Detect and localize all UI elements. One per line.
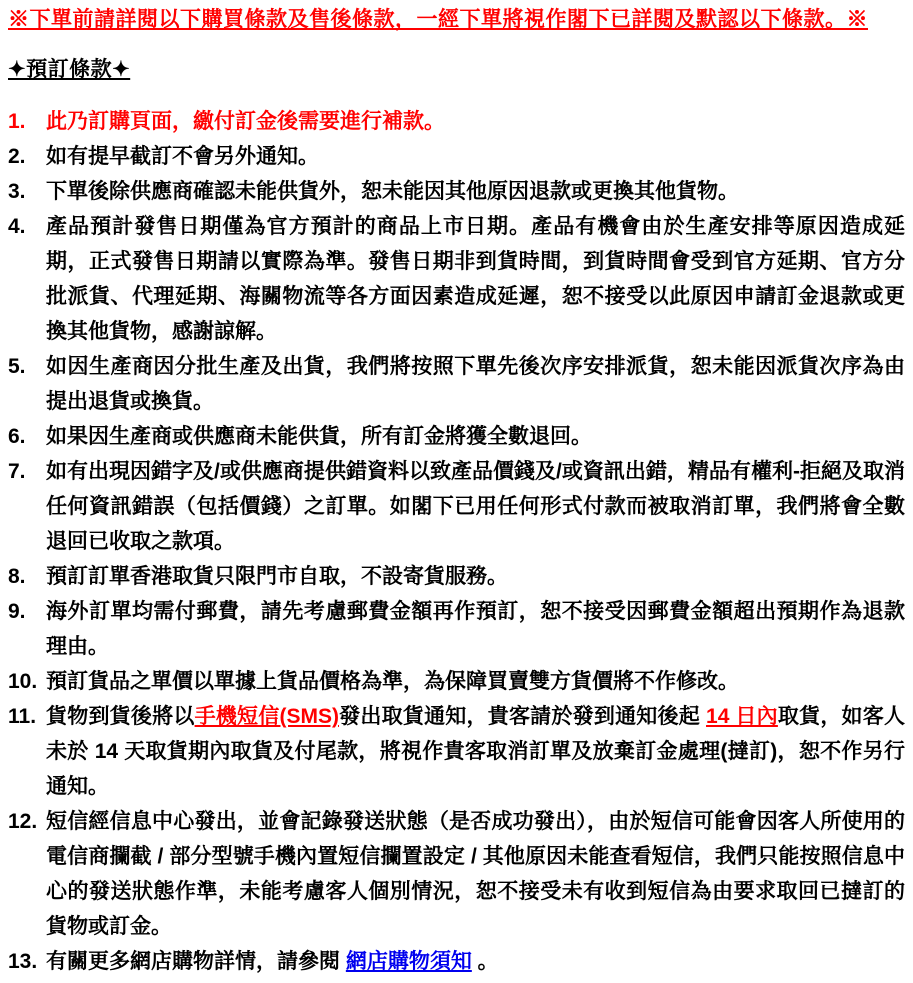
term-item-9 xyxy=(8,594,905,664)
term-text-segment: 發出取貨通知，貴客請於發到通知後起 xyxy=(338,705,707,728)
purchase-notice-banner: ※下單前請詳閱以下購買條款及售後條款，一經下單將視作閣下已詳閱及默認以下條款。※ xyxy=(8,8,868,31)
term-item-5 xyxy=(8,349,905,419)
term-text xyxy=(46,600,905,658)
term-item-10 xyxy=(8,664,905,699)
term-text-segment: 此乃訂購頁面，繳付訂金後需要進行補款。 xyxy=(46,110,445,133)
term-number: 8. xyxy=(8,565,26,588)
term-number: 4. xyxy=(8,215,26,238)
term-text-segment: 短信經信息中心發出，並會記錄發送狀態（是否成功發出），由於短信可能會因客人所使用的電信商攔截 / 部分型號手機內置短信攔置設定 / 其他原因未能查看短信，我們只能按照信息中心的發送狀態作準，未能考慮客人個別情況，恕不接受未有收到短信為由要求取回已撻訂的貨物或訂金。 xyxy=(46,810,905,938)
term-text-segment: 有關更多網店購物詳情，請參閱 xyxy=(46,950,346,973)
term-text-segment: 產品預計發售日期僅為官方預計的商品上市日期。產品有機會由於生產安排等原因造成延期，正式發售日期請以實際為準。發售日期非到貨時間，到貨時間會受到官方延期、官方分批派貨、代理延期、海關物流等各方面因素造成延遲，恕不接受以此原因申請訂金退款或更換其他貨物，感謝諒解。 xyxy=(46,215,905,343)
term-number: 11. xyxy=(8,705,37,728)
term-text xyxy=(46,950,499,973)
term-text-segment: 。 xyxy=(471,950,499,973)
term-text xyxy=(46,705,905,798)
term-text-segment: 貨物到貨後將以 xyxy=(46,705,195,728)
term-number: 9. xyxy=(8,600,26,623)
term-item-12 xyxy=(8,804,905,944)
term-number: 3. xyxy=(8,180,26,203)
term-number: 12. xyxy=(8,810,38,833)
term-number: 1. xyxy=(8,110,26,133)
term-number: 5. xyxy=(8,355,26,378)
term-text xyxy=(46,810,905,938)
term-item-1 xyxy=(8,104,905,139)
term-number: 13. xyxy=(8,950,38,973)
term-number: 7. xyxy=(8,460,26,483)
term-text xyxy=(46,215,905,343)
term-text-segment: 海外訂單均需付郵費，請先考慮郵費金額再作預訂，恕不接受因郵費金額超出預期作為退款理由。 xyxy=(46,600,905,658)
term-text-segment: 如因生產商因分批生產及出貨，我們將按照下單先後次序安排派貨，恕未能因派貨次序為由提出退貨或換貨。 xyxy=(46,355,905,413)
term-text xyxy=(46,670,739,693)
term-number: 10. xyxy=(8,670,38,693)
term-text xyxy=(46,145,319,168)
term-item-6 xyxy=(8,419,905,454)
term-text xyxy=(46,565,508,588)
term-text xyxy=(46,110,445,133)
terms-list xyxy=(8,104,905,979)
term-item-4 xyxy=(8,209,905,349)
term-text-segment: 如有提早截訂不會另外通知。 xyxy=(46,145,319,168)
term-text-segment: 如有出現因錯字及/或供應商提供錯資料以致產品價錢及/或資訊出錯，精品有權利-拒絕及取消任何資訊錯誤（包括價錢）之訂單。如閣下已用任何形式付款而被取消訂單，我們將會全數退回已收取之款項。 xyxy=(46,460,905,553)
term-text-segment: 取貨，如客人未於 14 天取貨期內取貨及付尾款，將視作貴客取消訂單及放棄訂金處理(撻訂)，恕不作另行通知。 xyxy=(46,705,906,798)
term-number: 6. xyxy=(8,425,26,448)
term-item-7 xyxy=(8,454,905,559)
term-text xyxy=(46,180,739,203)
term-item-2 xyxy=(8,139,905,174)
term-text xyxy=(46,355,905,413)
term-text-segment: 14 日內 xyxy=(706,705,778,728)
term-number: 2. xyxy=(8,145,26,168)
term-item-13 xyxy=(8,944,905,979)
term-item-11 xyxy=(8,699,905,804)
term-text xyxy=(46,425,592,448)
term-text xyxy=(46,460,905,553)
term-text-segment: 手機短信(SMS) xyxy=(194,705,339,728)
term-text-segment: 下單後除供應商確認未能供貨外，恕未能因其他原因退款或更換其他貨物。 xyxy=(46,180,739,203)
term-text-segment: 預訂貨品之單價以單據上貨品價格為準，為保障買賣雙方貨價將不作修改。 xyxy=(46,670,739,693)
preorder-terms-title: ✦預訂條款✦ xyxy=(8,58,131,81)
term-text-segment: 如果因生產商或供應商未能供貨，所有訂金將獲全數退回。 xyxy=(46,425,592,448)
term-text-segment: 預訂訂單香港取貨只限門市自取，不設寄貨服務。 xyxy=(46,565,508,588)
shop-guide-link[interactable]: 網店購物須知 xyxy=(345,950,472,973)
term-item-3 xyxy=(8,174,905,209)
term-item-8 xyxy=(8,559,905,594)
